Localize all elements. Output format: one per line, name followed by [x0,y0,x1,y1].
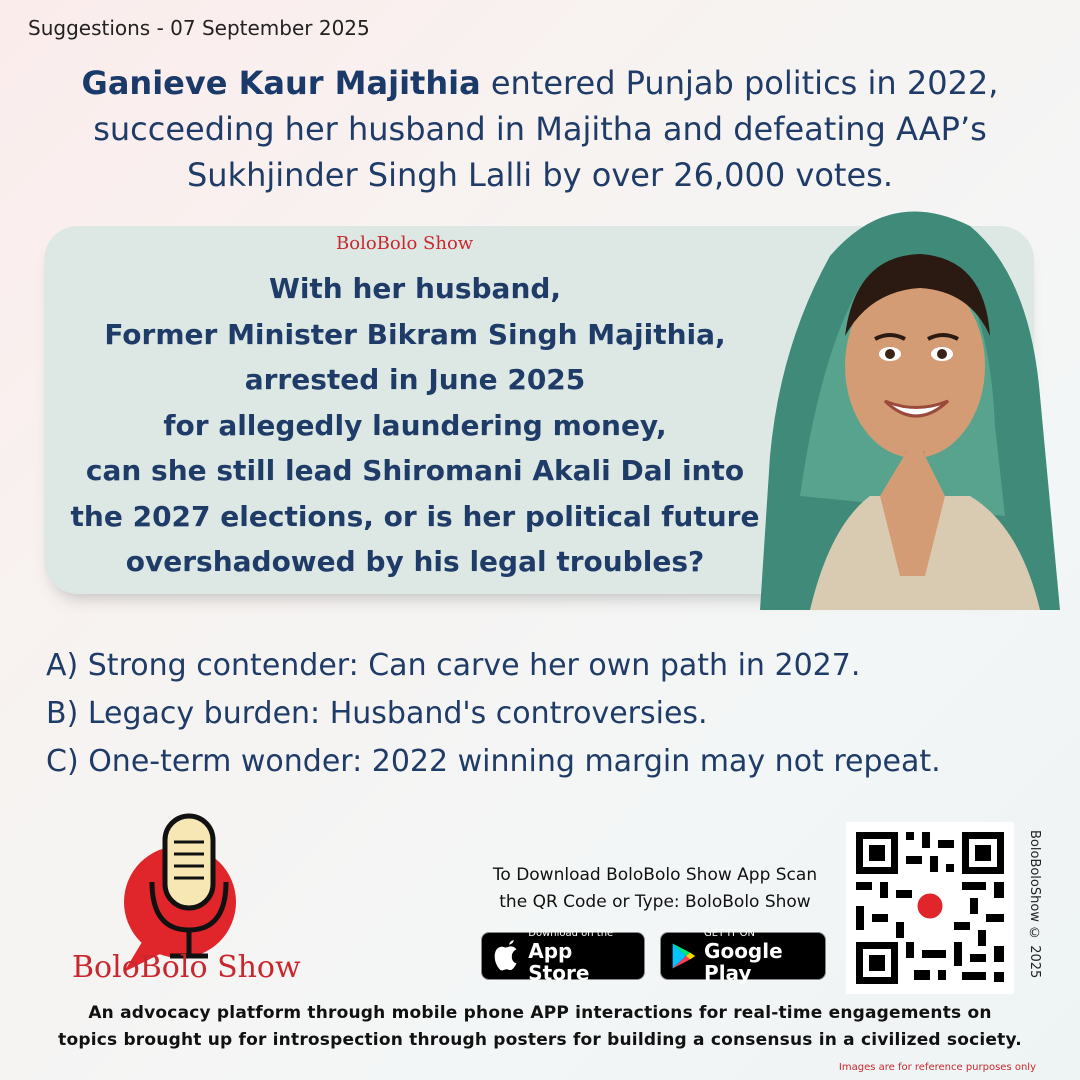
option-a: A) Strong contender: Can carve her own path in 2027. [46,648,861,683]
brand-logo-text: BoloBolo Show [72,950,301,985]
download-text-line: the QR Code or Type: BoloBolo Show [499,892,811,912]
question-brand: BoloBolo Show [336,233,474,254]
footer-text [20,1000,1060,1054]
question-line: With her husband, [268,272,562,305]
question-line: the 2027 elections, or is her political future [70,499,760,533]
app-store-button[interactable] [481,928,645,985]
option-b: B) Legacy burden: Husband's controversies. [46,696,708,731]
option-c: C) One-term wonder: 2022 winning margin may not repeat. [46,744,941,779]
app-store-big-text: App Store [528,939,590,985]
question-line: Former Minister Bikram Singh Majithia, [104,317,726,351]
disclaimer: Images are for reference purposes only [838,1062,1036,1073]
google-play-small-text: GET IT ON [704,928,755,939]
play-icon [671,940,696,972]
portrait-illustration [740,196,1060,610]
question-line: arrested in June 2025 [244,363,586,396]
headline-line2: succeeding her husband in Majitha and defeating AAP’s [93,110,987,148]
date-line: Suggestions - 07 September 2025 [28,16,370,40]
footer-line: An advocacy platform through mobile phone APP interactions for real-time engagements on [88,1003,992,1023]
google-play-big-text: Google Play [704,939,783,985]
app-store-small-text: Download on the [528,928,614,939]
question-line: can she still lead Shiromani Akali Dal into [85,454,745,487]
question-line: overshadowed by his legal troubles? [125,545,705,578]
qr-code-icon[interactable] [846,822,1014,994]
footer-line: topics brought up for introspection through posters for building a consensus in a civilized society. [58,1030,1022,1050]
download-text-line: To Download BoloBolo Show App Scan [492,865,818,885]
question-line: for allegedly laundering money, [163,408,667,442]
headline-line3: Sukhjinder Singh Lalli by over 26,000 votes. [186,156,893,194]
headline-name: Ganieve Kaur Majithia [81,64,481,102]
copyright-vertical: BoloBoloShow © 2025 [1027,830,1042,979]
google-play-button[interactable] [660,928,826,985]
headline-line1-rest: entered Punjab politics in 2022, [480,64,999,102]
download-instructions [470,862,840,916]
headline [30,60,1050,198]
options-list [46,642,1046,786]
apple-icon [492,939,520,973]
question-text [60,266,770,585]
